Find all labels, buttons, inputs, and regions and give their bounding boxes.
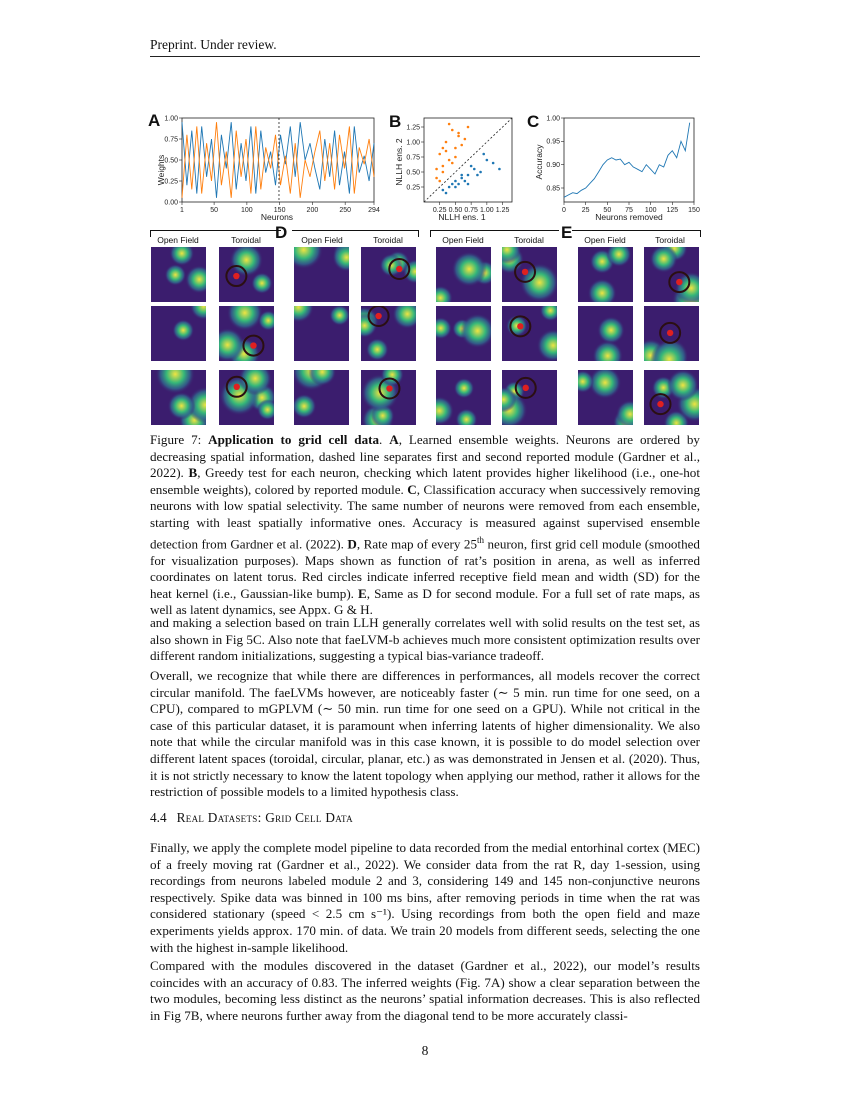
- rate-map-heatmap: [151, 370, 206, 425]
- figure-caption: Figure 7: Application to grid cell data. A, Learned ensemble weights. Neurons are ordered by decreasing spatial information, dashed line separates first and second reported module (Gardner et al., 2022). B, Greedy test for each neuron, checking which latent provides higher likelihood (i.e., one-hot ensemble weights), colored by reported module. C, Classification accuracy when successively removing neurons with low spatial selectivity. The same number of neurons were removed from each ensemble, starting with least spatially informative ones. Accuracy is measured against supervised ensemble detection from Gardner et al. (2022). D, Rate map of every 25th neuron, first grid cell module (smoothed for visualization purposes). Maps shown as function of rat’s position in arena, as well as inferred coordinates on latent torus. Red circles indicate inferred receptive field mean and width (SD) for the heat kernel (i.e., Gaussian-like bump). E, Same as D for second module. For a full set of rate maps, as well as latent dynamics, see Appx. G & H.: [150, 432, 701, 618]
- caption-d-sup: th: [477, 534, 485, 545]
- rate-map-svg: [151, 247, 206, 302]
- rate-map-svg: [502, 306, 557, 361]
- section-title: Real Datasets: Grid Cell Data: [176, 810, 353, 825]
- rate-map-bump: [172, 319, 194, 341]
- rate-map-svg: [151, 306, 206, 361]
- caption-c-text: , Classification accuracy when successively removing neurons with low spatial selectivity. The same number of neurons were removed from each ensemble, starting with least spatially informative ones. Accuracy is measured against supervised ensemble detection from Gardner et al. (2022).: [150, 481, 701, 551]
- panel-c-xtick-label: 50: [603, 207, 612, 214]
- panel-c-ytick-label: 1.00: [546, 115, 560, 123]
- panel-b-point-1: [486, 159, 489, 162]
- rate-map-heatmap: [219, 247, 274, 302]
- panel-b-point-1: [445, 192, 448, 195]
- rate-map-svg: [219, 370, 274, 425]
- rate-map-svg: [219, 306, 274, 361]
- panel-c-letter: C: [527, 112, 540, 131]
- receptive-field-center: [396, 266, 402, 272]
- rate-map-heatmap: [578, 370, 633, 425]
- panel-b-point-1: [476, 174, 479, 177]
- panel-b-point-1: [460, 177, 463, 180]
- heatmap-header-3: Open Field: [301, 235, 343, 245]
- rate-map-heatmap: [151, 247, 206, 302]
- header-rule: [150, 56, 700, 57]
- panel-b-point-2: [457, 135, 460, 138]
- receptive-field-center: [657, 401, 663, 407]
- panel-b-point-2: [448, 123, 451, 126]
- panel-a-xtick-label: 100: [241, 207, 253, 214]
- panel-a-ytick-label: 0.25: [164, 178, 178, 186]
- rate-map-svg: [578, 306, 633, 361]
- section-number: 4.4: [150, 810, 167, 825]
- rate-map-heatmap: [219, 306, 274, 361]
- panel-a-chart: [152, 112, 382, 224]
- heatmap-header-7: Open Field: [584, 235, 626, 245]
- rate-map-heatmap: [502, 370, 557, 425]
- rate-map-heatmap: [361, 370, 416, 425]
- rate-map-heatmap: [151, 306, 206, 361]
- paragraph-3: Finally, we apply the complete model pipeline to data recorded from the medial entorhinal cortex (MEC) of a freely moving rat (Gardner et al., 2022). We consider data from the rat R, day 1-session, using recordings from neurons labeled module 2 and 3, considering 149 and 145 non-conjunctive neurons respectively. Spike data was binned in 100 ms bins, after removing periods in time when the rat was considered stationary (speed < 2.5 cm s⁻¹). Using recordings from both the open field and maze experiments yields approx. 170 min. of data. We train 20 models from different seeds, selecting the one with the highest in-sample likelihood.: [150, 840, 700, 955]
- rate-map-heatmap: [436, 306, 491, 361]
- running-header: Preprint. Under review.: [150, 37, 277, 52]
- rate-map-svg: [502, 370, 557, 425]
- rate-map-svg: [361, 370, 416, 425]
- panel-a-ytick-label: 1.00: [164, 115, 178, 123]
- panel-b-point-2: [442, 147, 445, 150]
- panel-b-point-2: [464, 138, 467, 141]
- rate-map-svg: [361, 247, 416, 302]
- rate-map-svg: [294, 370, 349, 425]
- panel-c-ytick-label: 0.95: [546, 138, 560, 146]
- caption-a-text: , Learned ensemble weights. Neurons are ordered by decreasing spatial information, dashed line separates first and second reported module (Gardner et al., 2022).: [150, 432, 700, 481]
- panel-c-xtick-label: 0: [562, 207, 566, 214]
- panel-a-xtick-label: 1: [180, 207, 184, 214]
- receptive-field-center: [234, 384, 240, 390]
- rate-map-heatmap: [578, 306, 633, 361]
- panel-b-point-1: [467, 183, 470, 186]
- panel-b-point-2: [445, 150, 448, 153]
- rate-map-bump: [597, 316, 625, 344]
- panel-b-point-1: [442, 189, 445, 192]
- panel-b-point-2: [448, 159, 451, 162]
- rate-map-heatmap: [219, 370, 274, 425]
- panel-b-ytick-label: 1.25: [406, 124, 420, 132]
- caption-label: Figure 7:: [150, 432, 202, 447]
- panel-a-ylabel: Weights: [156, 154, 166, 186]
- panel-b-point-2: [435, 168, 438, 171]
- panel-b-point-1: [492, 162, 495, 165]
- receptive-field-center: [517, 323, 523, 329]
- panel-b-xtick-label: 1.25: [495, 207, 510, 214]
- panel-a-xtick-label: 250: [339, 207, 352, 214]
- rate-map-svg: [436, 306, 491, 361]
- panel-b-point-1: [498, 168, 501, 171]
- rate-map-svg: [361, 306, 416, 361]
- paragraph-4: Compared with the modules discovered in the dataset (Gardner et al., 2022), our model’s results coincides with an accuracy of 0.83. The inferred weights (Fig. 7A) show a clear separation between the two modules, becoming less distinct as the neurons’ spatial information decreases. This is also reflected in Fig 7B, where neurons further away from the diagonal tend to be more accurately classi-: [150, 958, 700, 1023]
- panel-b-point-2: [438, 153, 441, 156]
- rate-map-heatmap: [644, 370, 699, 425]
- panel-b-diagonal: [424, 118, 512, 202]
- section-heading: [150, 810, 353, 826]
- panel-b-point-1: [454, 186, 457, 189]
- panel-b-point-2: [435, 177, 438, 180]
- panel-b-point-2: [451, 162, 454, 165]
- paragraph-1: and making a selection based on train LLH generally correlates well with solid results on the test set, as also shown in Fig 5C. Also note that faeLVM-b achieves much more consistent optimization results over different random initializations, suggesting a typical bias-variance tradeoff.: [150, 615, 700, 664]
- rate-map-heatmap: [294, 306, 349, 361]
- panel-b-point-1: [460, 174, 463, 177]
- caption-b-text: , Greedy test for each neuron, checking which latent provides higher likelihood (i.e., one-hot ensemble weights), colored by reported module.: [150, 465, 700, 497]
- panel-a-xlabel: Neurons: [260, 212, 294, 222]
- panel-a-xtick-label: 150: [273, 207, 286, 214]
- receptive-field-center: [250, 342, 256, 348]
- panel-c-ytick-label: 0.85: [546, 185, 560, 193]
- rate-map-heatmap: [644, 247, 699, 302]
- panel-b-xtick-label: 0.50: [448, 207, 463, 214]
- receptive-field-center: [522, 269, 528, 275]
- panel-b-point-1: [482, 153, 485, 156]
- rate-map-bump: [251, 272, 273, 294]
- rate-map-heatmap: [436, 247, 491, 302]
- rate-map-bump: [165, 264, 187, 286]
- panel-b-ytick-label: 1.00: [406, 139, 420, 147]
- receptive-field-center: [233, 273, 239, 279]
- panel-c-xlabel: Neurons removed: [595, 212, 663, 222]
- caption-d-text-2: neuron, first grid cell module (smoothed for visualization purposes). Maps shown as function of rat’s position in arena, as well as inferred coordinates on latent torus. Red circles indicate inferred receptive field mean and width (SD) for the heat kernel (i.e., Gaussian-like bump).: [150, 535, 700, 601]
- caption-e: E: [358, 585, 367, 601]
- rate-map-heatmap: [436, 370, 491, 425]
- receptive-field-center: [676, 279, 682, 285]
- panel-b-point-1: [448, 186, 451, 189]
- rate-map-heatmap: [502, 247, 557, 302]
- panel-b-point-2: [454, 156, 457, 159]
- panel-b-point-2: [454, 147, 457, 150]
- receptive-field-center: [386, 385, 392, 391]
- panel-b-ytick-label: 0.75: [406, 154, 420, 162]
- rate-map-svg: [436, 247, 491, 302]
- panel-a-xtick-label: 294: [368, 207, 380, 214]
- panel-a-ytick-label: 0.00: [164, 199, 178, 207]
- panel-b-point-1: [457, 183, 460, 186]
- panel-a-xtick-label: 200: [306, 207, 319, 214]
- panel-b-point-1: [467, 174, 470, 177]
- rate-map-svg: [294, 306, 349, 361]
- panel-b-point-2: [442, 165, 445, 168]
- panel-c-chart: [532, 112, 707, 224]
- panel-b-point-1: [473, 168, 476, 171]
- panel-b-xtick-label: 0.25: [432, 207, 447, 214]
- heatmap-header-2: Toroidal: [231, 235, 261, 245]
- rate-map-bump: [168, 392, 196, 420]
- panel-b-point-1: [454, 180, 457, 183]
- panel-b-point-1: [479, 171, 482, 174]
- panel-c-ylabel: Accuracy: [534, 144, 544, 180]
- rate-map-heatmap: [644, 306, 699, 361]
- panel-a-series-2: [182, 122, 374, 198]
- rate-map-svg: [151, 370, 206, 425]
- rate-map-heatmap: [361, 306, 416, 361]
- rate-map-heatmap: [294, 370, 349, 425]
- caption-a: A: [389, 432, 399, 447]
- rate-map-svg: [219, 247, 274, 302]
- panel-c-ytick-label: 0.90: [546, 161, 560, 169]
- heatmap-header-5: Open Field: [442, 235, 484, 245]
- panel-b-ytick-label: 0.25: [406, 184, 420, 192]
- panel-b-xtick-label: 0.75: [464, 207, 478, 214]
- panel-c-xtick-label: 150: [688, 207, 700, 214]
- paragraph-2: Overall, we recognize that while there are differences in performances, all models recover the correct circular manifold. The faeLVMs however, are noticeably faster (∼ 5 min. run time for one seed, on a CPU), compared to mGPLVM (∼ 50 min. run time for one seed on a GPU). While not critical in the case of this particular dataset, it is paramount when inferring latents of higher dimensionality. We also note that while the circular manifold was in this case known, it is possible to do model selection over different latent spaces (toroidal, circular, planar, etc.) as was demonstrated in Jensen et al. (2020). Thus, it is not strictly necessary to know the latent topology when applying our method, rather it allows for the restriction of possible models to a limited hypothesis class.: [150, 668, 700, 800]
- panel-b-point-2: [451, 129, 454, 132]
- panel-b-xlabel: NLLH ens. 1: [438, 212, 486, 222]
- panel-b-point-2: [467, 126, 470, 129]
- caption-c: C: [407, 481, 417, 497]
- caption-title: Application to grid cell data: [208, 432, 380, 447]
- panel-b-ytick-label: 0.50: [406, 169, 420, 177]
- panel-b-point-2: [442, 171, 445, 174]
- rate-map-svg: [436, 370, 491, 425]
- panel-b-point-1: [451, 183, 454, 186]
- receptive-field-center: [375, 313, 381, 319]
- rate-map-svg: [502, 247, 557, 302]
- rate-map-svg: [644, 247, 699, 302]
- rate-map-heatmap: [502, 306, 557, 361]
- rate-map-svg: [294, 247, 349, 302]
- panel-b-point-2: [438, 180, 441, 183]
- heatmap-header-1: Open Field: [157, 235, 199, 245]
- rate-map-bump: [366, 338, 389, 361]
- rate-map-heatmap: [294, 247, 349, 302]
- panel-b-point-2: [445, 141, 448, 144]
- panel-b-letter: B: [389, 112, 402, 131]
- rate-map-heatmap: [361, 247, 416, 302]
- rate-map-svg: [578, 247, 633, 302]
- rate-map-heatmap: [578, 247, 633, 302]
- panel-b-point-2: [460, 144, 463, 147]
- page-number: 8: [421, 1043, 429, 1058]
- panel-e-letter: E: [561, 223, 573, 242]
- panel-a-ytick-label: 0.75: [164, 136, 178, 144]
- rate-map-svg: [644, 370, 699, 425]
- receptive-field-center: [523, 385, 529, 391]
- rate-map-bump: [452, 252, 487, 287]
- panel-b-chart: [392, 112, 517, 224]
- panel-c-xtick-label: 75: [625, 207, 633, 214]
- panel-c-xtick-label: 125: [666, 207, 679, 214]
- receptive-field-center: [667, 330, 673, 336]
- rate-map-svg: [578, 370, 633, 425]
- panel-b-point-2: [457, 132, 460, 135]
- caption-e-text: , Same as D for second module. For a full set of rate maps, as well as latent dynamics, see Appx. G & H.: [150, 585, 700, 618]
- rate-map-svg: [644, 306, 699, 361]
- panel-c-xtick-label: 100: [644, 207, 657, 214]
- panel-d-letter: D: [275, 223, 288, 242]
- heatmap-header-4: Toroidal: [373, 235, 403, 245]
- rate-map-bump: [454, 378, 475, 399]
- caption-b: B: [188, 465, 198, 481]
- heatmap-header-6: Toroidal: [514, 235, 544, 245]
- panel-b-xtick-label: 1.00: [480, 207, 494, 214]
- panel-c-xtick-label: 25: [581, 207, 590, 214]
- rate-map-bump: [667, 370, 699, 401]
- caption-d: D: [347, 535, 357, 551]
- panel-a-letter: A: [148, 111, 161, 130]
- panel-b-ylabel: NLLH ens. 2: [394, 138, 404, 186]
- panel-c-accuracy-line: [564, 123, 690, 198]
- panel-b-point-1: [464, 180, 467, 183]
- panel-a-ytick-label: 0.50: [164, 157, 178, 165]
- panel-a-xtick-label: 50: [210, 207, 219, 214]
- caption-d-text-1: , Rate map of every 25: [356, 535, 477, 551]
- panel-b-point-1: [470, 165, 473, 168]
- heatmap-header-8: Toroidal: [655, 235, 685, 245]
